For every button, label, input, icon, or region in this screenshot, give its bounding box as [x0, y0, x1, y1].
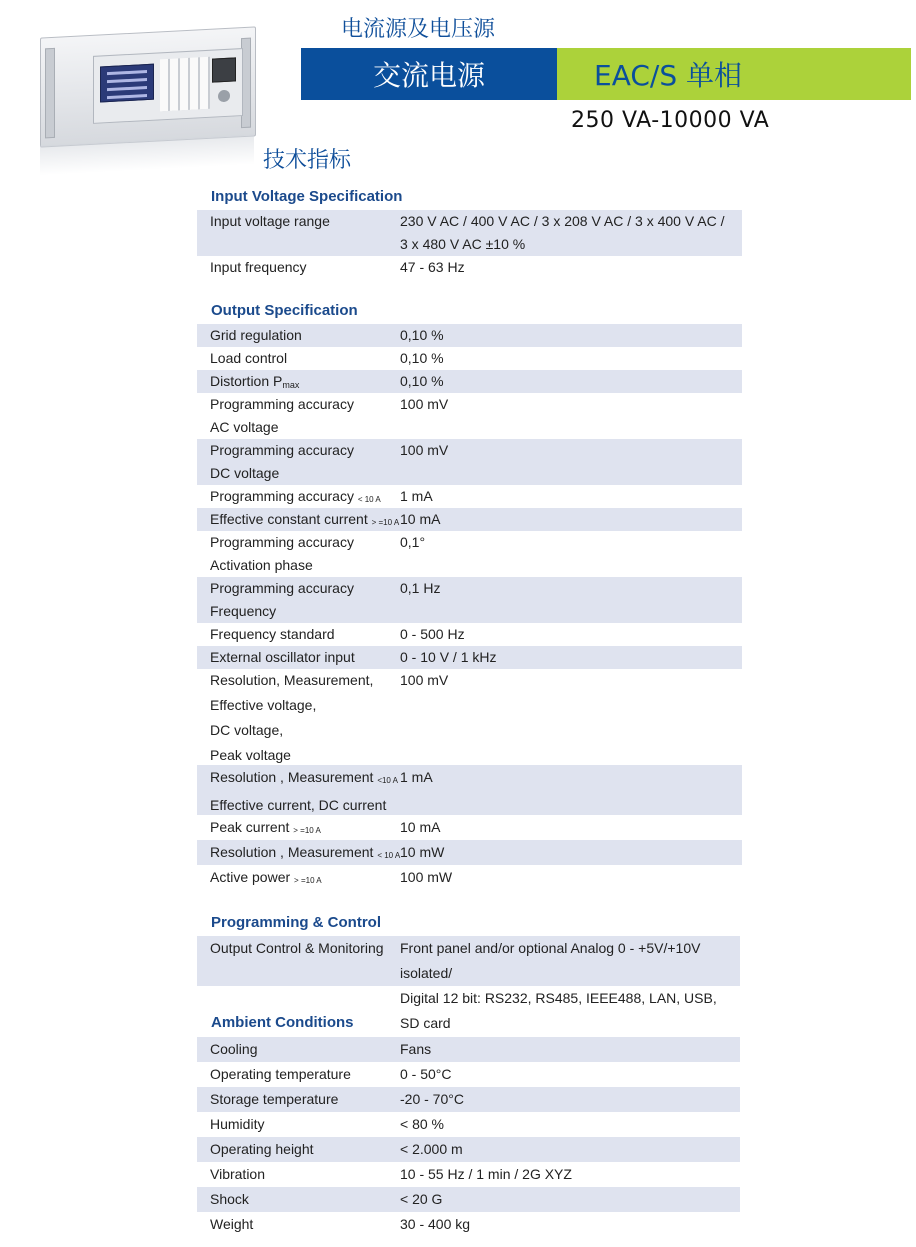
row-value: 10 mW — [400, 844, 445, 860]
table-row — [197, 508, 742, 531]
row-label: Load control — [210, 350, 288, 366]
row-label: Vibration — [210, 1166, 266, 1182]
row-value: 0 - 500 Hz — [400, 626, 465, 642]
table-row — [197, 1162, 740, 1187]
row-label: Frequency standard — [210, 626, 335, 642]
rack-handle-left — [45, 48, 55, 139]
banner-product-type: 交流电源 — [301, 48, 557, 100]
table-row — [197, 1037, 740, 1062]
row-value: 0,1 Hz — [400, 580, 441, 596]
lcd-display — [100, 64, 154, 103]
row-value: Front panel and/or optional Analog 0 - +5V/+10V isolated/ Digital 12 bit: RS232, RS485, IEEE488, LAN, USB, SD card — [400, 940, 717, 1031]
row-value: 230 V AC / 400 V AC / 3 x 208 V AC / 3 x 400 V AC / 3 x 480 V AC ±10 % — [400, 213, 725, 252]
row-label: Input frequency — [210, 259, 307, 275]
row-label: Resolution , Measurement < 10 A — [210, 844, 401, 860]
row-label: Operating temperature — [210, 1066, 351, 1082]
table-row — [197, 646, 742, 669]
row-value: 100 mV — [400, 442, 449, 458]
row-label: Resolution , Measurement <10 A Effective current, DC current — [210, 769, 398, 813]
input-voltage-table — [197, 210, 742, 279]
row-label: Active power > =10 A — [210, 869, 322, 885]
table-row — [197, 324, 742, 347]
row-label: External oscillator input — [210, 649, 355, 665]
row-value: 100 mV — [400, 672, 449, 688]
row-value: 0,10 % — [400, 327, 444, 343]
row-label: Cooling — [210, 1041, 258, 1057]
section-title-ambient: Ambient Conditions — [211, 1014, 354, 1031]
row-label: Input voltage range — [210, 213, 330, 229]
ac-power-source-device — [40, 26, 256, 147]
row-value: 10 mA — [400, 819, 441, 835]
category-title: 电流源及电压源 — [341, 17, 496, 42]
row-label: Programming accuracy DC voltage — [210, 442, 354, 481]
table-row — [197, 765, 742, 815]
row-value: < 20 G — [400, 1191, 443, 1207]
row-label: Programming accuracy < 10 A — [210, 488, 381, 504]
row-value: 100 mW — [400, 869, 453, 885]
table-row — [197, 256, 742, 279]
row-value: < 80 % — [400, 1116, 444, 1132]
small-screen — [212, 57, 236, 82]
row-value: 1 mA — [400, 488, 433, 504]
table-row — [197, 1187, 740, 1212]
table-row — [197, 1212, 740, 1237]
row-label: Programming accuracy AC voltage — [210, 396, 354, 435]
table-row — [197, 1112, 740, 1137]
table-row — [197, 1137, 740, 1162]
section-title-programming: Programming & Control — [211, 914, 382, 931]
row-label: Programming accuracy Activation phase — [210, 534, 354, 573]
table-row — [197, 577, 742, 623]
row-value: 10 mA — [400, 511, 441, 527]
table-row — [197, 439, 742, 485]
row-value: 30 - 400 kg — [400, 1216, 471, 1232]
table-row — [197, 865, 742, 890]
row-value: < 2.000 m — [400, 1141, 463, 1157]
table-row — [197, 669, 742, 765]
row-value: 0,10 % — [400, 350, 444, 366]
front-panel — [93, 48, 243, 124]
table-row — [197, 1087, 740, 1112]
table-row — [197, 531, 742, 577]
row-label: Programming accuracy Frequency — [210, 580, 354, 619]
row-label: Effective constant current > =10 A — [210, 511, 400, 527]
row-label: Grid regulation — [210, 327, 302, 343]
table-row — [197, 840, 742, 865]
control-knob — [218, 90, 230, 103]
row-label: Humidity — [210, 1116, 265, 1132]
table-row — [197, 370, 742, 393]
table-row — [197, 210, 742, 256]
section-title-input-voltage: Input Voltage Specification — [211, 188, 403, 205]
table-row — [197, 347, 742, 370]
table-row — [197, 1062, 740, 1087]
tech-spec-heading: 技术指标 — [263, 148, 352, 173]
table-row — [197, 485, 742, 508]
row-label: Output Control & Monitoring — [210, 940, 384, 956]
row-value: -20 - 70°C — [400, 1091, 464, 1107]
row-value: 0,10 % — [400, 373, 444, 389]
row-label: Storage temperature — [210, 1091, 339, 1107]
section-title-output: Output Specification — [211, 302, 358, 319]
table-row — [197, 623, 742, 646]
keypad — [160, 57, 210, 112]
output-table — [197, 324, 742, 890]
table-row — [197, 393, 742, 439]
row-label: Shock — [210, 1191, 249, 1207]
row-value: 100 mV — [400, 396, 449, 412]
row-label: Weight — [210, 1216, 254, 1232]
row-value: 1 mA — [400, 769, 433, 785]
row-label: Peak current > =10 A — [210, 819, 321, 835]
row-label: Distortion $P_{max}$ — [210, 373, 300, 390]
product-photo — [34, 24, 260, 170]
table-row — [197, 815, 742, 840]
banner-model: EAC/S 单相 — [557, 48, 911, 100]
row-value: Fans — [400, 1041, 432, 1057]
row-value: 0,1° — [400, 534, 426, 550]
row-label: Operating height — [210, 1141, 314, 1157]
row-value: 47 - 63 Hz — [400, 259, 465, 275]
row-value: 10 - 55 Hz / 1 min / 2G XYZ — [400, 1166, 572, 1182]
power-range: 250 VA-10000 VA — [571, 108, 770, 133]
row-label: Resolution, Measurement, Effective voltage, DC voltage, Peak voltage — [210, 672, 374, 763]
row-value: 0 - 10 V / 1 kHz — [400, 649, 497, 665]
ambient-table — [197, 1037, 740, 1237]
row-value: 0 - 50°C — [400, 1066, 452, 1082]
